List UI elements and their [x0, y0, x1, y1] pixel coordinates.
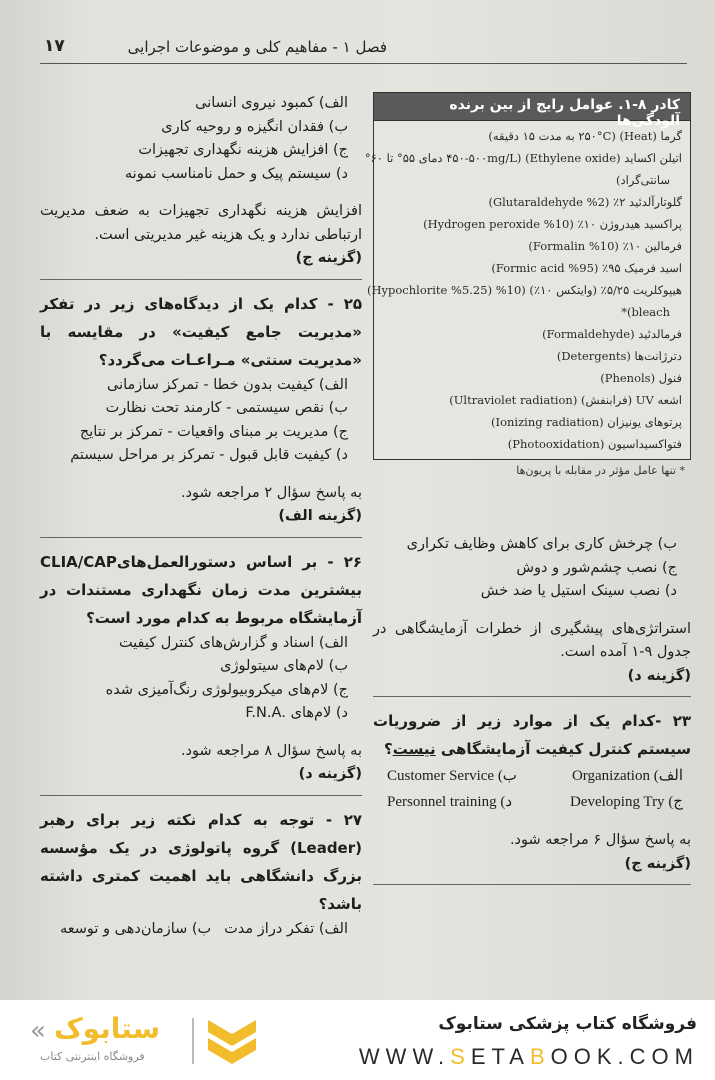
url-part: OOK.COM: [550, 1044, 699, 1069]
option-row: [40, 918, 362, 942]
option: ب) سازمان‌دهی و توسعه: [60, 920, 212, 937]
question-25: ۲۵ - کدام یک از دیدگاه‌های زیر در تفکر «مدیریت جامع کیفیت» در مقایسه با «مدیریت سنتی» مـراعـات می‌گردد؟: [40, 294, 362, 369]
chapter-title: فصل ۱ - مفاهیم کلی و موضوعات اجرایی: [127, 38, 387, 56]
question-27: ۲۷ - توجه به کدام نکته زیر برای رهبر (Leader) گروه پاتولوژی در یک مؤسسه بزرگ دانشگاهی باید اهمیت کمتری داشته باشد؟: [40, 810, 362, 913]
logo-wordmark: ستابوک: [54, 1012, 161, 1045]
url-part-accent: B: [529, 1044, 551, 1069]
divider: [373, 884, 691, 885]
box-row: گرما (Heat) (۲۵۰°C به مدت ۱۵ دقیقه): [488, 129, 682, 143]
logo-tagline: فروشگاه اینترنتی کتاب: [40, 1050, 145, 1063]
option: ب) لام‌های سیتولوژی: [220, 658, 348, 674]
box-row: فرمالدئید (Formaldehyde): [542, 327, 682, 341]
box-row: اسید فرمیک ۹۵٪ (95% Formic acid): [491, 261, 682, 275]
box-footnote: * تنها عامل مؤثر در مقابله با پریون‌ها: [516, 464, 685, 477]
divider: [40, 537, 362, 538]
option: د) کیفیت قابل قبول - تمرکز بر مراحل سیستم: [70, 447, 348, 463]
answer: (گزینه د): [627, 667, 691, 684]
logo-divider: [192, 1018, 194, 1064]
box-row: سانتی‌گراد): [615, 173, 670, 187]
option: الف) Organization: [571, 768, 683, 784]
left-column: [40, 92, 362, 941]
explanation: به پاسخ سؤال ۸ مراجعه شود.: [180, 742, 362, 759]
box-title: کادر ۸-۱. عوامل رایج از بین برنده آلودگی‌ها: [374, 93, 690, 121]
box-row: فنول (Phenols): [600, 371, 682, 385]
box-row: اشعه UV (فرابنفش) (Ultraviolet radiation): [449, 393, 682, 407]
chevron-badge-icon: [204, 1016, 260, 1066]
info-box: [364, 92, 691, 460]
option: ج) نصب چشم‌شور و دوش: [516, 559, 677, 576]
option: ج) مدیریت بر مبنای واقعیات - تمرکز بر نتایج: [79, 423, 348, 440]
option: الف) کمبود نیروی انسانی: [195, 95, 348, 111]
divider: [40, 795, 362, 796]
explanation: به پاسخ سؤال ۶ مراجعه شود.: [509, 832, 691, 848]
option: د) سیستم پیک و حمل نامناسب نمونه: [124, 165, 348, 182]
divider: [373, 696, 691, 697]
box-row: هیپوکلریت ۵/۲۵٪ (وایتکس ۱۰٪) (10% (5.25% Hypochlorite): [366, 283, 682, 297]
option: ب) فقدان انگیزه و روحیه کاری: [161, 118, 348, 135]
question-mark: ؟: [383, 740, 393, 758]
option: د) نصب سینک استیل یا ضد خش: [480, 583, 677, 599]
option: ب) Customer Service: [387, 768, 517, 784]
answer: (گزینه ج): [624, 855, 691, 872]
option: د) لام‌های .F.N.A: [245, 705, 348, 721]
option: ج) لام‌های میکروبیولوژی رنگ‌آمیزی شده: [105, 681, 348, 698]
box-row: پراکسید هیدروژن ۱۰٪ (10% Hydrogen peroxide): [423, 217, 682, 231]
box-row: فرمالین ۱۰٪ (10% Formalin): [528, 239, 682, 253]
emphasis-underlined: نیست: [392, 740, 436, 758]
url-part: ETA: [470, 1044, 530, 1069]
option-row: [373, 763, 691, 789]
option: الف) اسناد و گزارش‌های کنترل کیفیت: [118, 634, 348, 651]
answer: (گزینه الف): [278, 508, 362, 524]
box-row: دترژانت‌ها (Detergents): [556, 349, 682, 363]
double-chevron-left-icon: «: [30, 1016, 46, 1046]
question-text: ۲۳ -کدام یک از موارد زیر از ضروریات سیستم کنترل کیفیت آزمایشگاهی: [373, 712, 691, 758]
store-banner: [0, 1000, 715, 1080]
option: ب) چرخش کاری برای کاهش وظایف تکراری: [406, 536, 677, 552]
answer: (گزینه ج): [295, 250, 362, 266]
box-body: [364, 121, 690, 459]
store-name: فروشگاه کتاب پزشکی ستابوک: [438, 1014, 697, 1034]
store-url[interactable]: [359, 1044, 699, 1070]
option: الف) تفکر دراز مدت: [224, 920, 348, 937]
question-23: [373, 707, 691, 763]
box-row: اتیلن اکساید (Ethylene oxide) (۴۵۰-۵۰۰mg/L دمای ۵۵° تا ۶۰°: [364, 151, 682, 165]
option: ب) نقص سیستمی - کارمند تحت نظارت: [105, 400, 348, 416]
option: ج) افزایش هزینه نگهداری تجهیزات: [138, 142, 348, 158]
box-row: bleach)*: [621, 305, 670, 319]
page-number: ۱۷: [44, 36, 65, 56]
url-part-accent: S: [450, 1044, 471, 1069]
explanation: به پاسخ سؤال ۲ مراجعه شود.: [180, 484, 362, 501]
box-row: گلوتارآلدئید ۲٪ (2% Glutaraldehyde): [488, 195, 682, 209]
running-header: [40, 36, 687, 64]
right-column: [364, 92, 691, 895]
divider: [40, 279, 362, 280]
option: ج) Developing Try: [569, 794, 683, 810]
option: د) Personnel training: [387, 794, 513, 810]
option: الف) کیفیت بدون خطا - تمرکز سازمانی: [107, 376, 348, 393]
url-part: WWW.: [358, 1044, 451, 1069]
explanation: استراتژی‌های پیشگیری از خطرات آزمایشگاهی در جدول ۹-۱ آمده است.: [373, 620, 691, 660]
answer: (گزینه د): [298, 766, 362, 782]
box-row: پرتوهای یونیزان (Ionizing radiation): [491, 415, 682, 429]
store-logo[interactable]: [28, 1012, 268, 1070]
option-row: [373, 789, 691, 815]
box-row: فتواکسیداسیون (Photooxidation): [507, 437, 682, 451]
question-26: ۲۶ - بر اساس دستورالعمل‌هایCLIA/CAP بیشترین مدت زمان نگهداری مستندات در آزمایشگاه مربوط به کدام مورد است؟: [40, 552, 362, 627]
explanation: افزایش هزینه نگهداری تجهیزات به ضعف مدیریت ارتباطی ندارد و یک هزینه غیر مدیریتی است.: [40, 203, 362, 243]
